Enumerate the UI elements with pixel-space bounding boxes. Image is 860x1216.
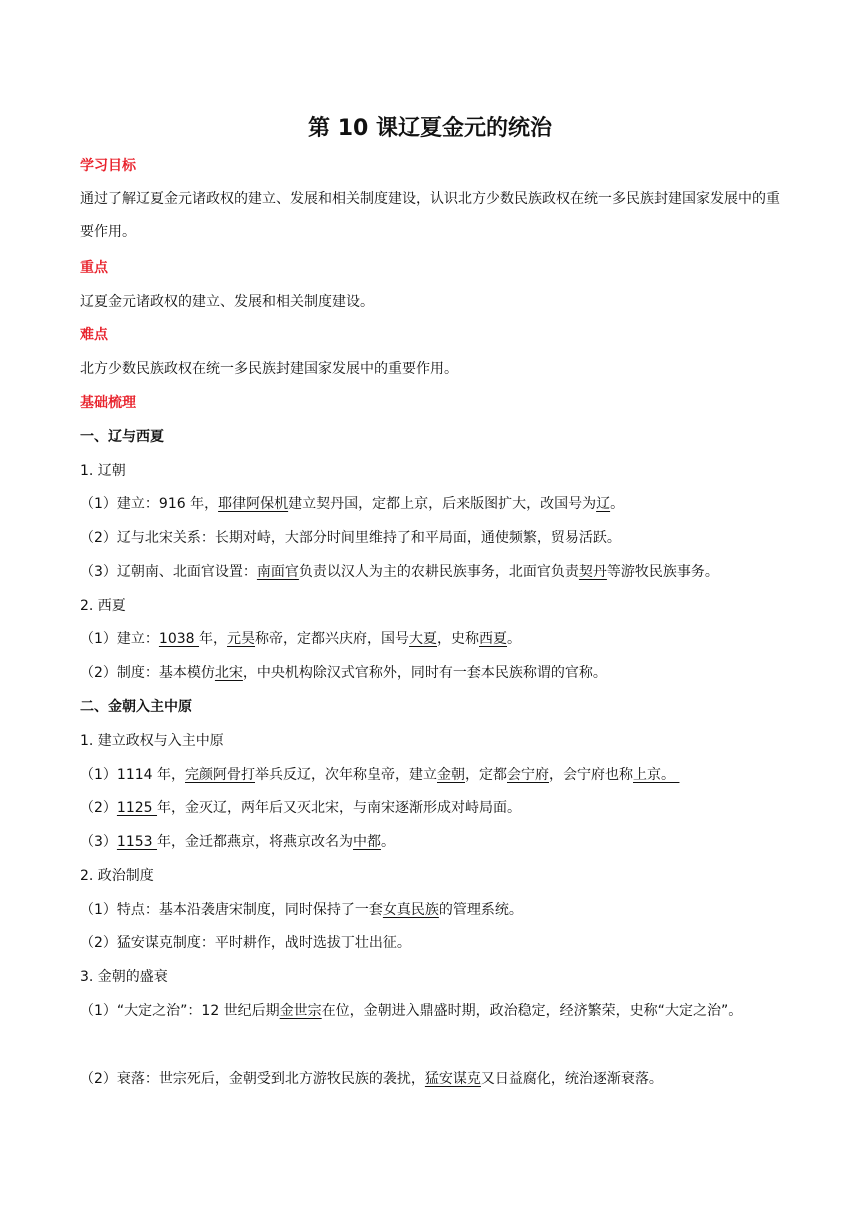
text-run: 年，金灭辽，两年后又灭北宋，与南宋逐渐形成对峙局面。: [157, 800, 522, 816]
learning-goal-heading: 学习目标: [80, 158, 136, 174]
liao-officials: [80, 562, 785, 582]
section-liao-xixia-heading: 一、辽与西夏: [80, 429, 164, 445]
basics-heading: 基础梳理: [80, 395, 136, 411]
difficulty-text: 北方少数民族政权在统一多民族封建国家发展中的重要作用。: [80, 361, 458, 377]
text-run: 称帝，定都兴庆府，国号: [255, 631, 410, 647]
fill-in-answer: 契丹: [578, 564, 607, 580]
text-run: （1）“大定之治”：12 世纪后期: [80, 1003, 280, 1019]
text-run: 在位，金朝进入鼎盛时期，政治稳定，经济繁荣，史称“大定之治”。: [321, 1003, 743, 1019]
fill-in-answer: 猛安谋克: [424, 1071, 481, 1087]
liao-establish: [80, 494, 785, 514]
jin-rise-2: [80, 1069, 785, 1089]
text-run: ，史称: [437, 631, 480, 647]
fill-in-answer: 中都: [353, 834, 382, 850]
fill-in-answer: 金世宗: [279, 1003, 322, 1019]
xixia-establish: [80, 629, 785, 649]
fill-in-answer: 完颜阿骨打: [185, 767, 255, 783]
text-run: 。: [507, 631, 522, 647]
difficulty-heading: 难点: [80, 327, 108, 343]
fill-in-answer: 1125: [116, 800, 158, 816]
text-run: （1）建立：916 年，: [80, 496, 219, 512]
fill-in-answer: 女真民族: [382, 902, 439, 918]
text-run: ，中央机构除汉式官称外，同时有一套本民族称谓的官称。: [242, 665, 607, 681]
jin-establish-1: [80, 765, 785, 785]
liao-song-relations: （2）辽与北宋关系：长期对峙，大部分时间里维持了和平局面，通使频繁，贸易活跃。: [80, 530, 621, 546]
liao-heading: 1. 辽朝: [80, 463, 126, 479]
text-run: （3）辽朝南、北面官设置：: [80, 564, 257, 580]
fill-in-answer: 1153: [116, 834, 158, 850]
page-title: 第 10 课辽夏金元的统治: [308, 116, 552, 141]
text-run: 建立契丹国，定都上京，后来版图扩大，改国号为: [288, 496, 597, 512]
text-run: 的管理系统。: [438, 902, 523, 918]
text-run: （1）1114 年，: [80, 767, 185, 783]
text-run: （1）建立：: [80, 631, 159, 647]
fill-in-answer: 1038: [158, 631, 200, 647]
fill-in-answer: 耶律阿保机: [218, 496, 289, 512]
xixia-heading: 2. 西夏: [80, 598, 126, 614]
text-run: 举兵反辽，次年称皇帝，建立: [255, 767, 437, 783]
jin-establish-heading: 1. 建立政权与入主中原: [80, 733, 224, 749]
jin-rise-heading: 3. 金朝的盛衰: [80, 969, 168, 985]
fill-in-answer: 南面官: [256, 564, 299, 580]
text-run: ，定都: [465, 767, 507, 783]
text-run: 年，: [199, 631, 228, 647]
learning-goal-text: 通过了解辽夏金元诸政权的建立、发展和相关制度建设，认识北方少数民族政权在统一多民族封建国家发展中的重要作用。: [80, 191, 780, 240]
fill-in-answer: 西夏: [479, 631, 508, 647]
key-point-text: 辽夏金元诸政权的建立、发展和相关制度建设。: [80, 294, 374, 310]
text-run: 年，金迁都燕京，将燕京改名为: [157, 834, 354, 850]
key-point-heading: 重点: [80, 260, 108, 276]
text-run: 。: [381, 834, 396, 850]
jin-politics-1: [80, 900, 785, 920]
jin-establish-2: [80, 798, 785, 818]
xixia-system: [80, 663, 785, 683]
text-run: 。: [610, 496, 625, 512]
fill-in-answer: 北宋: [214, 665, 243, 681]
text-run: （2）制度：基本模仿: [80, 665, 215, 681]
text-run: （1）特点：基本沿袭唐宋制度，同时保持了一套: [80, 902, 383, 918]
fill-in-answer: 金朝: [437, 767, 465, 783]
fill-in-answer: 上京。: [633, 767, 680, 783]
text-run: （3）: [80, 834, 117, 850]
jin-rise-1: [80, 995, 785, 1028]
fill-in-answer: 会宁府: [507, 767, 549, 783]
fill-in-answer: 大夏: [409, 631, 438, 647]
text-run: （2）衰落：世宗死后，金朝受到北方游牧民族的袭扰，: [80, 1071, 425, 1087]
text-run: ，会宁府也称: [549, 767, 633, 783]
jin-politics-heading: 2. 政治制度: [80, 868, 154, 884]
text-run: 负责以汉人为主的农耕民族事务，北面官负责: [298, 564, 579, 580]
text-run: （2）: [80, 800, 117, 816]
jin-establish-3: [80, 832, 785, 852]
jin-politics-2: （2）猛安谋克制度：平时耕作，战时选拔丁壮出征。: [80, 935, 411, 951]
fill-in-answer: 元昊: [227, 631, 256, 647]
fill-in-answer: 辽: [596, 496, 611, 512]
text-run: 等游牧民族事务。: [606, 564, 719, 580]
section-jin-heading: 二、金朝入主中原: [80, 699, 192, 715]
text-run: 又日益腐化，统治逐渐衰落。: [480, 1071, 663, 1087]
